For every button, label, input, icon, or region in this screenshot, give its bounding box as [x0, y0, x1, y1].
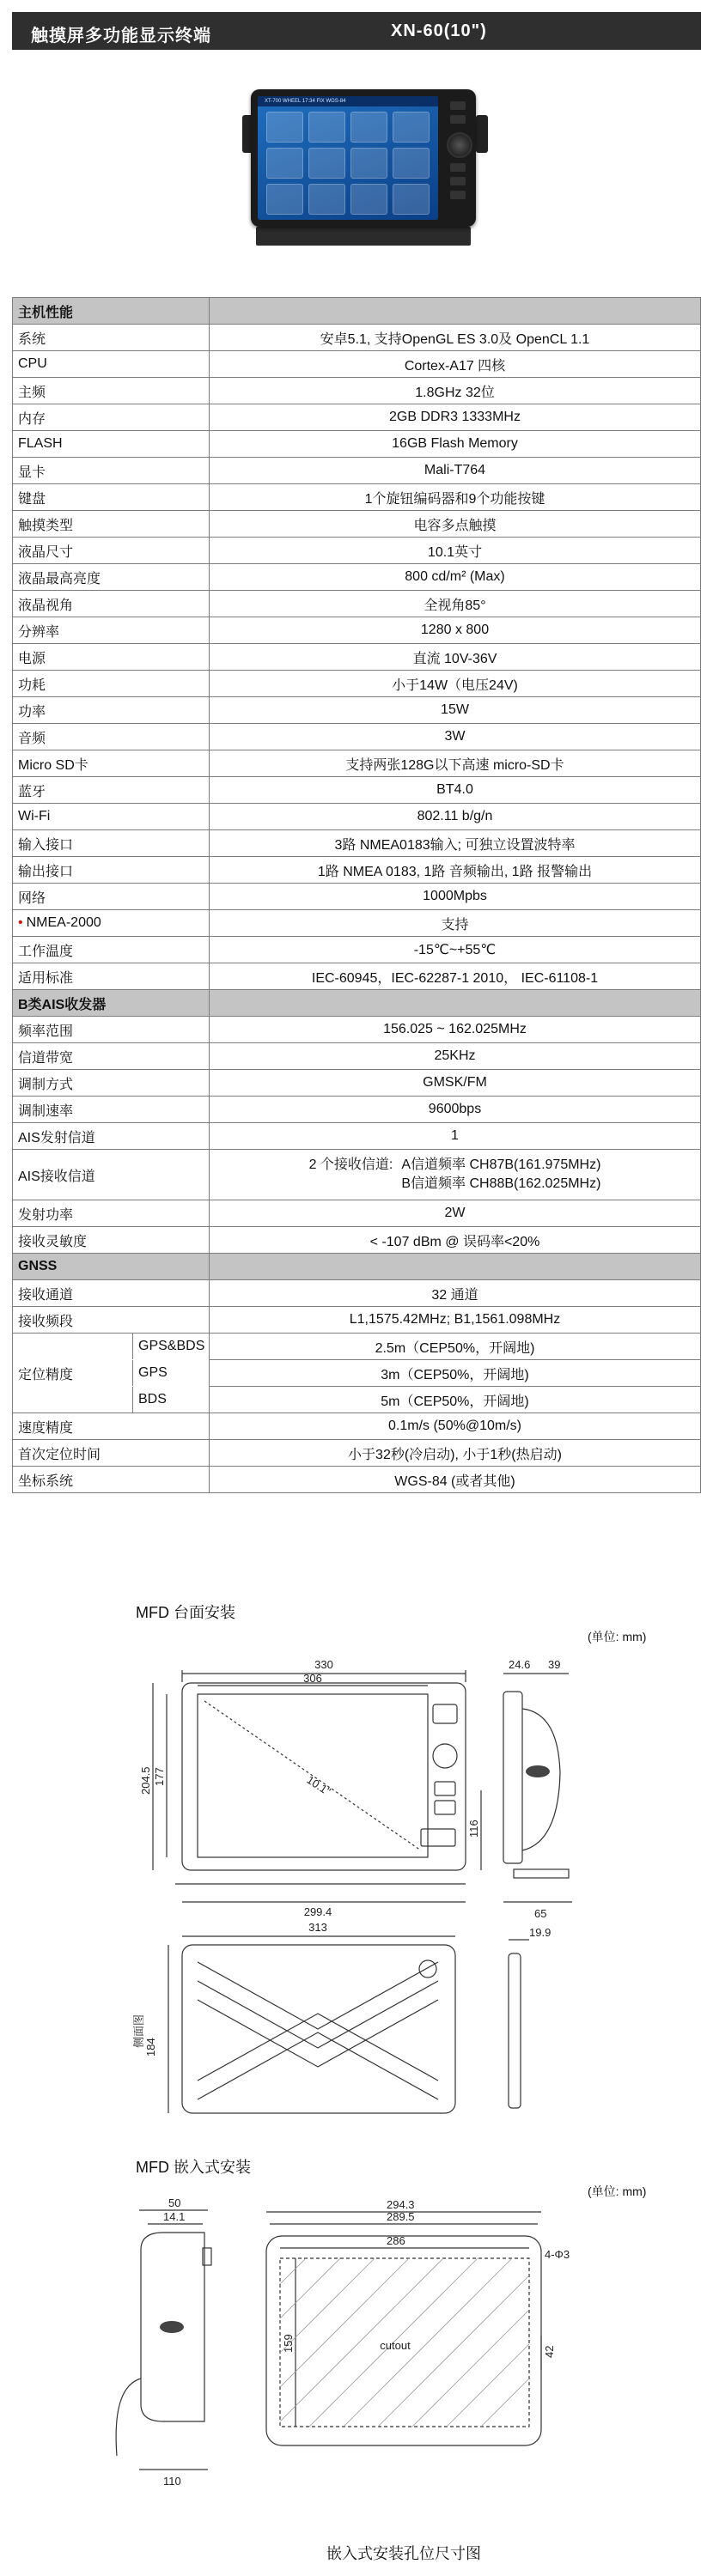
accuracy-label: 定位精度	[18, 1367, 74, 1382]
ais-channel-block	[309, 1156, 601, 1194]
app-tile	[266, 184, 303, 215]
accuracy-value: 5m（CEP50%，开阔地)	[381, 1394, 529, 1409]
spec-section-header	[13, 990, 701, 1017]
title-bar	[12, 12, 701, 50]
spec-label: Wi-Fi	[18, 809, 51, 823]
spec-label: NMEA-2000	[26, 915, 101, 930]
spec-label-cell	[13, 538, 210, 564]
ais-channel-a: A信道频率 CH87B(161.975MHz)	[401, 1157, 601, 1172]
spec-label-cell	[13, 644, 210, 671]
spec-label-cell	[13, 564, 210, 591]
spec-label: CPU	[18, 356, 47, 371]
spec-value: 1280 x 800	[210, 617, 701, 644]
spec-section-header	[13, 298, 701, 325]
spec-value: 小于32秒(冷启动), 小于1秒(热启动)	[210, 1440, 701, 1467]
spec-label-cell	[13, 458, 210, 484]
spec-label: 液晶视角	[18, 598, 74, 613]
spec-value: BT4.0	[210, 777, 701, 804]
dim-313: 313	[308, 1921, 327, 1934]
spec-value: Cortex-A17 四核	[210, 351, 701, 378]
spec-label-cell	[13, 963, 210, 990]
section-spacer	[210, 298, 701, 325]
spec-label: 功耗	[18, 677, 46, 693]
spec-row	[13, 564, 701, 591]
dim-299-4: 299.4	[303, 1905, 332, 1918]
rear-chevrons-2	[198, 2014, 438, 2099]
spec-label-cell	[13, 910, 210, 937]
spec-label: 发射功率	[18, 1207, 74, 1223]
spec-value: L1,1575.42MHz; B1,1561.098MHz	[210, 1307, 701, 1334]
app-tile-grid	[266, 112, 430, 215]
spec-value: 1路 NMEA 0183, 1路 音频输出, 1路 报警输出	[210, 857, 701, 884]
spec-label-cell	[13, 884, 210, 910]
device-screen	[258, 96, 438, 220]
spec-label: 速度精度	[18, 1420, 74, 1436]
hole-spec: 4-Φ3	[545, 2248, 570, 2261]
key-button	[450, 115, 466, 124]
spec-label: 蓝牙	[18, 784, 46, 799]
dim-330: 330	[314, 1658, 333, 1671]
dim-286: 286	[387, 2234, 405, 2247]
spec-value: 800 cd/m² (Max)	[210, 564, 701, 591]
spec-row	[13, 884, 701, 910]
app-tile	[350, 184, 387, 215]
spec-row-accuracy	[13, 1334, 701, 1360]
spec-value: -15℃~+55℃	[210, 937, 701, 963]
spec-label-cell	[13, 671, 210, 697]
spec-row	[13, 1070, 701, 1097]
app-tile	[393, 184, 430, 215]
knob-circle	[433, 1744, 457, 1768]
spec-value: Mali-T764	[210, 458, 701, 484]
spec-value: 电容多点触摸	[210, 511, 701, 538]
spec-label-cell	[13, 1307, 210, 1334]
spec-row	[13, 830, 701, 857]
spec-label-cell	[13, 1280, 210, 1307]
spec-label: 输入接口	[18, 837, 74, 853]
section-label: GNSS	[13, 1254, 210, 1280]
spec-value: 32 通道	[210, 1280, 701, 1307]
spec-row	[13, 697, 701, 724]
spec-label: Micro SD卡	[18, 757, 88, 773]
spec-label: 电源	[18, 651, 46, 666]
spec-label: 频率范围	[18, 1024, 74, 1039]
ais-prefix: 2 个接收信道:	[308, 1157, 393, 1172]
spec-row	[13, 1413, 701, 1440]
dim-14-1: 14.1	[163, 2210, 186, 2223]
dim-177: 177	[153, 1767, 166, 1786]
key-button	[450, 163, 466, 172]
app-tile	[308, 148, 345, 179]
spec-row	[13, 1097, 701, 1123]
ais-lines	[401, 1156, 600, 1194]
spec-value	[138, 1360, 701, 1387]
spec-label-cell	[13, 1440, 210, 1467]
spec-value: 25KHz	[210, 1043, 701, 1070]
spec-row	[13, 937, 701, 963]
app-tile	[393, 112, 430, 143]
spec-value: 支持两张128G以下高速 micro-SD卡	[210, 750, 701, 777]
spec-row	[13, 538, 701, 564]
spec-value: 2W	[210, 1200, 701, 1227]
section-title-desktop: MFD 台面安装	[136, 1604, 235, 1621]
spec-label-cell	[13, 591, 210, 617]
spec-label-cell	[13, 484, 210, 511]
spec-label: 主频	[18, 385, 46, 400]
bracket-ear-right	[476, 115, 488, 153]
section-spacer	[210, 1254, 701, 1280]
spec-row	[13, 431, 701, 458]
spec-label-cell	[13, 378, 210, 404]
cable	[116, 2379, 141, 2456]
spec-label: 网络	[18, 890, 46, 906]
spec-value: 2GB DDR3 1333MHz	[210, 404, 701, 431]
spec-row	[13, 1043, 701, 1070]
spec-value: 16GB Flash Memory	[210, 431, 701, 458]
spec-value: 直流 10V-36V	[210, 644, 701, 671]
spec-label-cell	[13, 724, 210, 750]
spec-value: 全视角85°	[210, 591, 701, 617]
spec-value: 小于14W（电压24V)	[210, 671, 701, 697]
section-label: B类AIS收发器	[13, 990, 210, 1017]
spec-row	[13, 591, 701, 617]
spec-label: AIS发射信道	[18, 1130, 95, 1145]
dim-65: 65	[534, 1907, 547, 1920]
spec-row	[13, 804, 701, 830]
spec-section-header	[13, 1254, 701, 1280]
spec-value: 9600bps	[210, 1097, 701, 1123]
product-title: 触摸屏多功能显示终端	[31, 27, 211, 46]
spec-value: 1	[210, 1123, 701, 1150]
spec-label-cell	[13, 1227, 210, 1254]
mount-stand	[256, 227, 471, 246]
spec-row	[13, 671, 701, 697]
side-outline	[503, 1692, 522, 1863]
spec-label-cell	[13, 431, 210, 458]
spec-label-cell	[13, 351, 210, 378]
spec-value: 10.1英寸	[210, 538, 701, 564]
spec-row	[13, 750, 701, 777]
front-outline	[182, 1683, 466, 1870]
section-title-flush: MFD 嵌入式安装	[136, 2159, 251, 2176]
spec-label: 接收频段	[18, 1314, 74, 1329]
accuracy-sub-label: GPS	[132, 1360, 210, 1386]
spec-label: 适用标准	[18, 970, 74, 986]
spec-row	[13, 1017, 701, 1043]
app-tile	[266, 112, 303, 143]
spec-label: 键盘	[18, 491, 46, 507]
spec-label: 内存	[18, 411, 46, 427]
spec-row	[13, 963, 701, 990]
device-keypad	[445, 98, 471, 218]
dim-204-5: 204.5	[139, 1766, 152, 1795]
spec-label: 调制速率	[18, 1103, 74, 1119]
side-view-label: 侧面图	[132, 2014, 145, 2048]
spec-label-cell	[13, 804, 210, 830]
spec-row	[13, 1227, 701, 1254]
spec-row	[13, 644, 701, 671]
dim-24-6: 24.6	[509, 1658, 531, 1671]
spec-row	[13, 1200, 701, 1227]
accuracy-value: 3m（CEP50%，开阔地)	[381, 1367, 529, 1382]
spec-label: 坐标系统	[18, 1473, 74, 1489]
spec-label-cell	[13, 1467, 210, 1493]
spec-row	[13, 404, 701, 431]
dim-294-3: 294.3	[387, 2198, 415, 2211]
dim-19-9: 19.9	[529, 1926, 552, 1939]
spec-label-cell	[13, 830, 210, 857]
spec-label-cell	[13, 1200, 210, 1227]
spec-value: < -107 dBm @ 误码率<20%	[210, 1227, 701, 1254]
side-back	[522, 1709, 560, 1850]
spec-value: 1个旋钮编码器和9个功能按键	[210, 484, 701, 511]
spec-label: FLASH	[18, 436, 63, 451]
spec-row	[13, 910, 701, 937]
spec-label: 音频	[18, 731, 46, 746]
dim-184: 184	[144, 2038, 157, 2057]
spec-label: 液晶尺寸	[18, 544, 74, 560]
spec-label-cell	[13, 1123, 210, 1150]
spec-label: 系统	[18, 331, 46, 347]
spec-value: GMSK/FM	[210, 1070, 701, 1097]
spec-row	[13, 458, 701, 484]
spec-label-cell	[13, 857, 210, 884]
side-bracket-knob	[526, 1765, 550, 1777]
spec-row	[13, 511, 701, 538]
drawing-caption: 嵌入式安装孔位尺寸图	[326, 2545, 481, 2562]
key-button	[450, 177, 466, 185]
spec-label: 触摸类型	[18, 518, 74, 533]
spec-value: 3W	[210, 724, 701, 750]
spec-label-cell	[13, 617, 210, 644]
section-label: 主机性能	[13, 298, 210, 325]
unit-note-2: (单位: mm)	[588, 2184, 647, 2198]
spec-label-cell	[13, 697, 210, 724]
spec-row	[13, 1123, 701, 1150]
spec-label: 首次定位时间	[18, 1447, 101, 1462]
spec-label: 接收通道	[18, 1287, 74, 1303]
rear-knob	[419, 1960, 436, 1978]
spec-row	[13, 351, 701, 378]
device-bezel	[251, 89, 476, 227]
spec-row	[13, 857, 701, 884]
spec-value	[138, 1387, 701, 1413]
spec-value: 1000Mpbs	[210, 884, 701, 910]
desktop-mount-drawing	[112, 1644, 593, 2125]
spec-label-cell	[13, 1043, 210, 1070]
spec-row	[13, 378, 701, 404]
flush-mount-drawing	[112, 2198, 593, 2542]
spec-label-cell	[13, 777, 210, 804]
dim-289-5: 289.5	[387, 2210, 415, 2223]
spec-value: IEC-60945，IEC-62287-1 2010， IEC-61108-1	[210, 963, 701, 990]
spec-value-ais	[210, 1150, 701, 1200]
spec-value: 156.025 ~ 162.025MHz	[210, 1017, 701, 1043]
spec-value: 1.8GHz 32位	[210, 378, 701, 404]
screen-status-bar: XT-700 WHEEL 17:34 FIX WGS-84	[258, 96, 438, 106]
required-dot: •	[18, 915, 23, 930]
spec-label-cell	[13, 750, 210, 777]
spec-row	[13, 777, 701, 804]
dim-50: 50	[168, 2198, 181, 2209]
product-model: XN-60(10")	[391, 21, 487, 40]
key-button	[450, 101, 466, 110]
dim-39: 39	[548, 1658, 561, 1671]
app-tile	[266, 148, 303, 179]
spec-label: 显卡	[18, 465, 46, 480]
spec-label: 分辨率	[18, 624, 60, 640]
side-bracket-knob-2	[160, 2321, 184, 2333]
spec-row	[13, 484, 701, 511]
unit-note: (单位: mm)	[588, 1630, 647, 1643]
spec-label-cell	[13, 1097, 210, 1123]
accuracy-sub-label: GPS&BDS	[132, 1334, 210, 1359]
spec-row	[13, 325, 701, 351]
spec-row	[13, 1467, 701, 1493]
spec-value	[138, 1334, 701, 1360]
app-tile	[308, 184, 345, 215]
spec-label-cell	[13, 1070, 210, 1097]
key-button	[450, 191, 466, 199]
spec-label: 功率	[18, 704, 46, 720]
dim-306: 306	[303, 1672, 322, 1685]
spec-value: 15W	[210, 697, 701, 724]
app-tile	[393, 148, 430, 179]
spec-row-ais	[13, 1150, 701, 1200]
spec-row	[13, 1440, 701, 1467]
app-tile	[308, 112, 345, 143]
spec-label: 输出接口	[18, 864, 74, 879]
spec-label: 信道带宽	[18, 1050, 74, 1066]
accuracy-value: 2.5m（CEP50%，开阔地)	[375, 1340, 535, 1356]
spec-label-cell	[13, 511, 210, 538]
device-photo	[242, 89, 488, 252]
dim-42: 42	[543, 2345, 556, 2358]
dim-110: 110	[163, 2475, 181, 2488]
rear-chevrons	[198, 1962, 438, 2067]
spec-value: 0.1m/s (50%@10m/s)	[210, 1413, 701, 1440]
spec-row	[13, 1280, 701, 1307]
spec-label: 工作温度	[18, 944, 74, 959]
dim-diagonal: 10.1"	[304, 1772, 333, 1798]
spec-row	[13, 724, 701, 750]
dim-159: 159	[282, 2334, 295, 2353]
spec-label-cell	[13, 325, 210, 351]
spec-label-cell	[13, 1017, 210, 1043]
spec-label-cell	[13, 404, 210, 431]
spec-value: 支持	[210, 910, 701, 937]
spec-value: 3路 NMEA0183输入; 可独立设置波特率	[210, 830, 701, 857]
accuracy-sub-label: BDS	[132, 1387, 210, 1413]
spec-label: 液晶最高亮度	[18, 571, 101, 586]
app-tile	[350, 112, 387, 143]
spec-label: 调制方式	[18, 1077, 74, 1092]
ais-channel-b: B信道频率 CH88B(162.025MHz)	[401, 1176, 601, 1191]
spec-row	[13, 1307, 701, 1334]
spec-table	[12, 297, 701, 1493]
section-spacer	[210, 990, 701, 1017]
spec-label: 接收灵敏度	[18, 1234, 88, 1249]
app-tile	[350, 148, 387, 179]
dim-116: 116	[467, 1820, 480, 1838]
rotary-knob	[447, 132, 472, 158]
spec-label: AIS接收信道	[13, 1150, 210, 1200]
spec-label-cell	[13, 1413, 210, 1440]
spec-row	[13, 617, 701, 644]
cutout-label: cutout	[380, 2339, 411, 2352]
spec-label-cell	[13, 937, 210, 963]
spec-value: WGS-84 (或者其他)	[210, 1467, 701, 1493]
spec-value: 802.11 b/g/n	[210, 804, 701, 830]
spec-value: 安卓5.1, 支持OpenGL ES 3.0及 OpenCL 1.1	[210, 325, 701, 351]
